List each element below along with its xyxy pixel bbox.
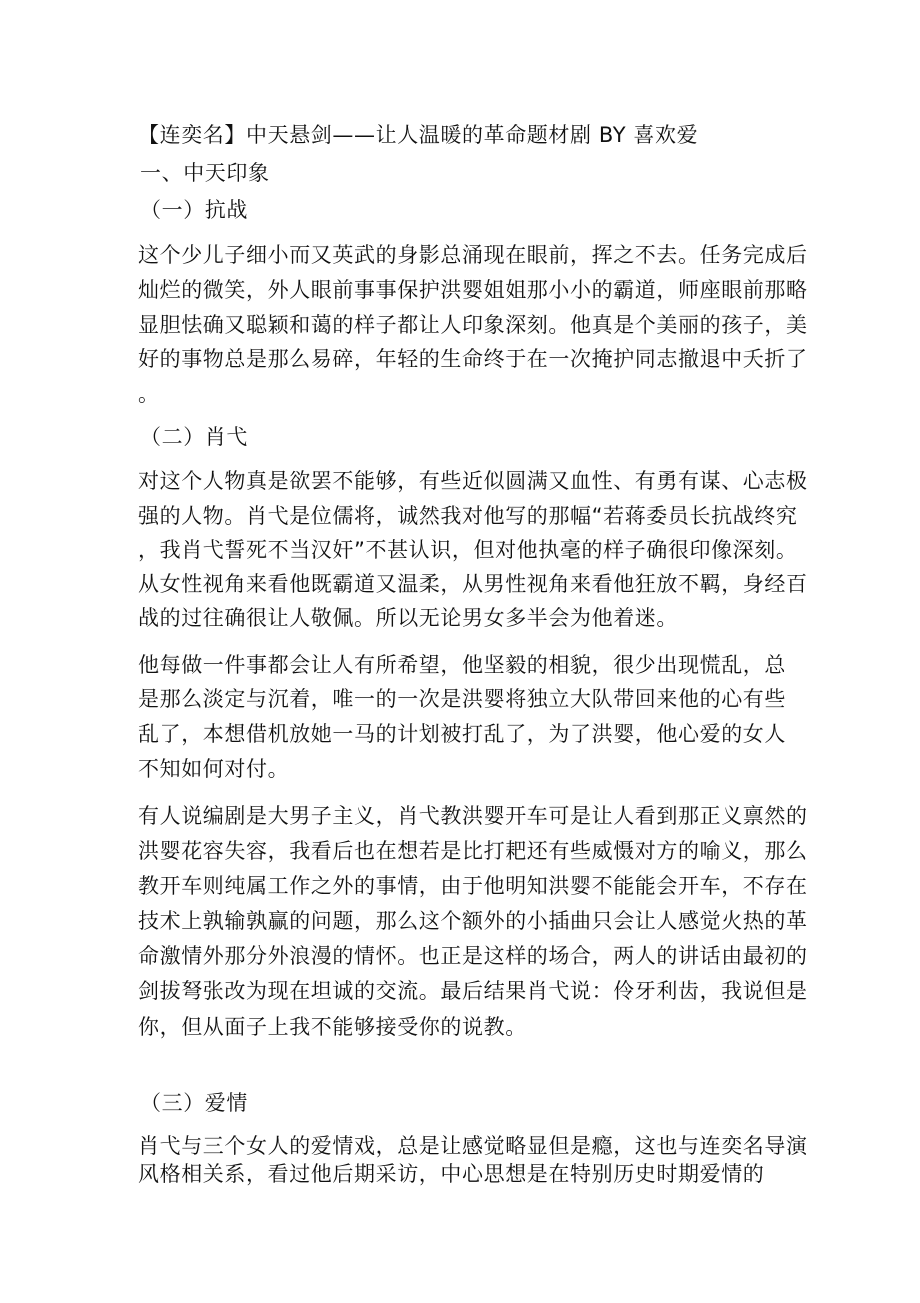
text-line: 强的人物。肖弋是位儒将，诚然我对他写的那幅“若蒋委员长抗战终究 — [138, 504, 798, 528]
text-line: 他每做一件事都会让人有所希望，他坚毅的相貌，很少出现慌乱，总 — [138, 653, 786, 677]
text-line: 战的过往确很让人敬佩。所以无论男女多半会为他着迷。 — [138, 606, 678, 630]
document-title: 【连奕名】中天悬剑——让人温暖的革命题材剧 BY 喜欢爱 — [138, 123, 699, 147]
text-line: 风格相关系，看过他后期采访，中心思想是在特别历史时期爱情的 — [138, 1162, 765, 1186]
section-heading: 一、中天印象 — [140, 161, 270, 185]
text-line: 你，但从面子上我不能够接受你的说教。 — [138, 1015, 527, 1039]
text-line: 不知如何对付。 — [138, 757, 290, 781]
text-line: 剑拔弩张改为现在坦诚的交流。最后结果肖弋说：伶牙利齿，我说但是 — [138, 979, 808, 1003]
text-line: 洪婴花容失容，我看后也在想若是比打耙还有些威慑对方的喻义，那么 — [138, 839, 808, 863]
text-line: 对这个人物真是欲罢不能够，有些近似圆满又血性、有勇有谋、心志极 — [138, 469, 808, 493]
subsection-heading: （一）抗战 — [140, 198, 248, 222]
subsection-heading: （二）肖弋 — [140, 425, 248, 449]
text-line: 技术上孰输孰赢的问题，那么这个额外的小插曲只会让人感觉火热的革 — [138, 909, 808, 933]
text-line: 从女性视角来看他既霸道又温柔，从男性视角来看他狂放不羁，身经百 — [138, 572, 808, 596]
text-line: 显胆怯确又聪颖和蔼的样子都让人印象深刻。他真是个美丽的孩子，美 — [138, 313, 808, 337]
text-line: 有人说编剧是大男子主义，肖弋教洪婴开车可是让人看到那正义禀然的 — [138, 804, 808, 828]
text-line: 肖弋与三个女人的爱情戏，总是让感觉略显但是瘾，这也与连奕名导演 — [138, 1134, 808, 1158]
text-line: 是那么淡定与沉着，唯一的一次是洪婴将独立大队带回来他的心有些 — [138, 687, 786, 711]
subsection-heading: （三）爱情 — [140, 1091, 248, 1115]
text-line: 命激情外那分外浪漫的情怀。也正是这样的场合，两人的讲话由最初的 — [138, 944, 808, 968]
text-line: 好的事物总是那么易碎，年轻的生命终于在一次掩护同志撤退中夭折了 — [138, 347, 808, 371]
text-line: 乱了，本想借机放她一马的计划被打乱了，为了洪婴，他心爱的女人 — [138, 722, 786, 746]
text-line: 。 — [138, 382, 160, 406]
text-line: 教开车则纯属工作之外的事情，由于他明知洪婴不能能会开车，不存在 — [138, 874, 808, 898]
text-line: 这个少儿子细小而又英武的身影总涌现在眼前，挥之不去。任务完成后 — [138, 243, 808, 267]
text-line: ，我肖弋誓死不当汉奸”不甚认识，但对他执毫的样子确很印像深刻。 — [138, 538, 798, 562]
text-line: 灿烂的微笑，外人眼前事事保护洪婴姐姐那小小的霸道，师座眼前那略 — [138, 278, 808, 302]
